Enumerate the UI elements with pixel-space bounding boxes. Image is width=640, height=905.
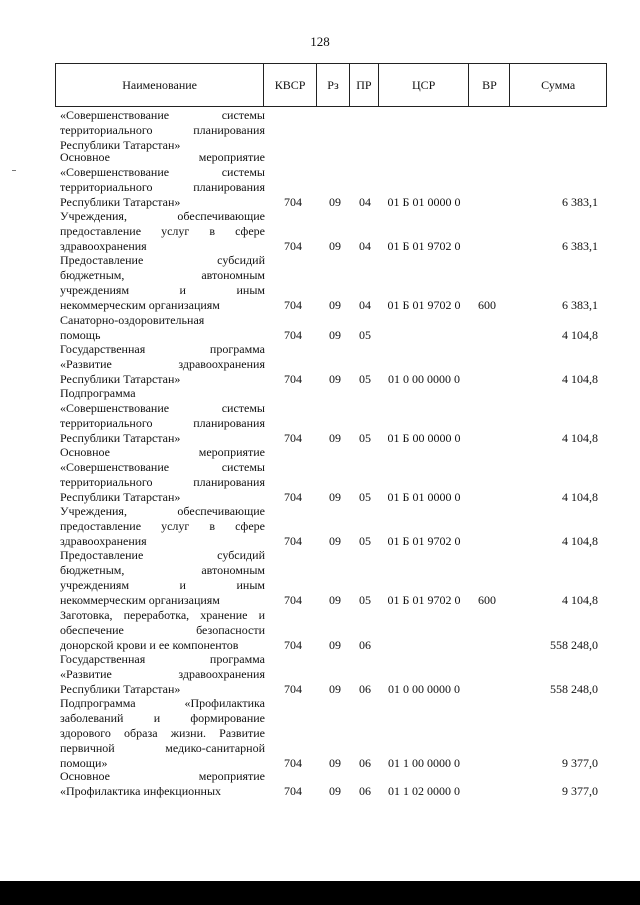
cell-rz: 09 [329,431,341,445]
row-name-line: предоставление услуг в сфере [60,224,265,238]
cell-csr: 01 1 00 0000 0 [388,756,460,770]
row-name-line: первичной медико-санитарной [60,741,265,755]
cell-pr: 05 [359,490,371,504]
header-kvsr: КВСР [264,64,317,106]
row-name-line: Основное мероприятие [60,445,265,459]
cell-kvsr: 704 [284,239,302,253]
cell-pr: 05 [359,534,371,548]
row-name [60,608,265,653]
cell-csr: 01 Б 01 9702 0 [387,239,461,253]
row-name-line: «Совершенствование системы [60,401,265,415]
cell-sum: 6 383,1 [562,298,598,312]
row-name-line: донорской крови и ее компонентов [60,638,239,652]
header-vr: ВР [469,64,510,106]
table-header [55,63,607,107]
row-name-line: здравоохранения [60,534,147,548]
row-name-line: помощь [60,328,101,342]
cell-csr: 01 1 02 0000 0 [388,784,460,798]
cell-sum: 9 377,0 [562,784,598,798]
row-name-line: территориального планирования [60,416,265,430]
table-row [55,342,605,387]
cell-csr: 01 Б 01 9702 0 [387,593,461,607]
cell-kvsr: 704 [284,195,302,209]
header-sum: Сумма [541,77,576,92]
cell-rz: 09 [329,593,341,607]
cell-pr: 04 [359,239,371,253]
cell-sum: 4 104,8 [562,328,598,342]
cell-kvsr: 704 [284,638,302,652]
cell-pr: 06 [359,638,371,652]
scan-mark [12,170,16,171]
cell-pr: 06 [359,756,371,770]
row-name-line: учреждениям и иным [60,578,265,592]
row-name-line: Заготовка, переработка, хранение и [60,608,265,622]
row-name-line: Основное мероприятие [60,150,265,164]
table-row [55,769,605,799]
row-name-line: Государственная программа [60,342,265,356]
cell-rz: 09 [329,490,341,504]
table-row [55,696,605,771]
row-name-line: «Совершенствование системы [60,108,265,122]
cell-rz: 09 [329,682,341,696]
row-name-line: помощи» [60,756,108,770]
row-name-line: Республики Татарстан» [60,682,181,696]
row-name-line: учреждениям и иным [60,283,265,297]
cell-kvsr: 704 [284,534,302,548]
cell-pr: 06 [359,682,371,696]
cell-csr: 01 Б 01 0000 0 [387,490,461,504]
page-number: 128 [310,34,330,49]
row-name-line: Республики Татарстан» [60,195,181,209]
row-name-line: Подпрограмма [60,386,136,400]
row-name-line: здравоохранения [60,239,147,253]
row-name-line: здорового образа жизни. Развитие [60,726,265,740]
row-name [60,548,265,608]
row-name-line: бюджетным, автономным [60,563,265,577]
cell-csr: 01 Б 01 0000 0 [387,195,461,209]
table-row [55,548,605,608]
cell-rz: 09 [329,195,341,209]
cell-pr: 05 [359,328,371,342]
cell-pr: 04 [359,298,371,312]
row-name-line: Учреждения, обеспечивающие [60,209,265,223]
row-name-line: Республики Татарстан» [60,490,181,504]
row-name [60,769,265,799]
row-name-line: бюджетным, автономным [60,268,265,282]
row-name [60,342,265,387]
header-rz: Рз [317,64,350,106]
cell-kvsr: 704 [284,682,302,696]
row-name-line: Республики Татарстан» [60,431,181,445]
header-csr: ЦСР [379,64,470,106]
cell-kvsr: 704 [284,593,302,607]
cell-pr: 04 [359,195,371,209]
table-row [55,313,605,343]
row-name-line: территориального планирования [60,180,265,194]
row-name-line: Республики Татарстан» [60,372,181,386]
row-name [60,253,265,313]
row-name-line: заболеваний и формирование [60,711,265,725]
cell-kvsr: 704 [284,298,302,312]
cell-rz: 09 [329,372,341,386]
cell-rz: 09 [329,756,341,770]
cell-csr: 01 0 00 0000 0 [388,372,460,386]
cell-kvsr: 704 [284,431,302,445]
cell-rz: 09 [329,784,341,798]
table-row [55,150,605,210]
header-pr: ПР [350,64,379,106]
cell-pr: 05 [359,372,371,386]
scan-border [0,881,640,905]
row-name [60,209,265,254]
row-name-line: «Развитие здравоохранения [60,357,265,371]
cell-sum: 4 104,8 [562,372,598,386]
cell-kvsr: 704 [284,756,302,770]
row-name-line: Основное мероприятие [60,769,265,783]
cell-pr: 06 [359,784,371,798]
table-row [55,209,605,254]
table-row [55,253,605,313]
row-name-line: Учреждения, обеспечивающие [60,504,265,518]
cell-sum: 4 104,8 [562,593,598,607]
cell-vr: 600 [478,593,496,607]
row-name-line: некоммерческим организациям [60,298,220,312]
cell-rz: 09 [329,298,341,312]
cell-kvsr: 704 [284,490,302,504]
row-name [60,652,265,697]
cell-csr: 01 Б 01 9702 0 [387,534,461,548]
row-name [60,696,265,771]
cell-sum: 4 104,8 [562,490,598,504]
row-name-line: некоммерческим организациям [60,593,220,607]
row-name-line: территориального планирования [60,475,265,489]
cell-kvsr: 704 [284,784,302,798]
cell-kvsr: 704 [284,372,302,386]
row-name-line: Государственная программа [60,652,265,666]
cell-sum: 6 383,1 [562,195,598,209]
cell-vr: 600 [478,298,496,312]
row-name-line: «Совершенствование системы [60,460,265,474]
cell-csr: 01 Б 01 9702 0 [387,298,461,312]
row-name-line: Предоставление субсидий [60,548,265,562]
row-name [60,445,265,505]
row-name [60,313,265,343]
row-name-line: «Развитие здравоохранения [60,667,265,681]
table-row [55,652,605,697]
row-name [60,108,265,153]
table-row [55,504,605,549]
row-name-line: территориального планирования [60,123,265,137]
row-name [60,386,265,446]
cell-rz: 09 [329,534,341,548]
cell-csr: 01 0 00 0000 0 [388,682,460,696]
cell-sum: 558 248,0 [550,682,598,696]
table-row [55,386,605,446]
cell-pr: 05 [359,431,371,445]
row-name-line: «Совершенствование системы [60,165,265,179]
table-row [55,445,605,505]
cell-sum: 4 104,8 [562,534,598,548]
table-row [55,108,605,153]
row-name [60,504,265,549]
row-name-line: Подпрограмма «Профилактика [60,696,265,710]
cell-pr: 05 [359,593,371,607]
row-name-line: Республики Татарстан» [60,138,181,152]
cell-sum: 4 104,8 [562,431,598,445]
row-name-line: Санаторно-оздоровительная [60,313,205,327]
header-name: Наименование [56,64,264,106]
cell-sum: 558 248,0 [550,638,598,652]
cell-rz: 09 [329,328,341,342]
cell-rz: 09 [329,239,341,253]
cell-csr: 01 Б 00 0000 0 [387,431,461,445]
row-name-line: предоставление услуг в сфере [60,519,265,533]
table-row [55,608,605,653]
row-name-line: Предоставление субсидий [60,253,265,267]
row-name-line: «Профилактика инфекционных [60,784,222,798]
cell-rz: 09 [329,638,341,652]
cell-sum: 9 377,0 [562,756,598,770]
cell-kvsr: 704 [284,328,302,342]
row-name [60,150,265,210]
cell-sum: 6 383,1 [562,239,598,253]
row-name-line: обеспечение безопасности [60,623,265,637]
